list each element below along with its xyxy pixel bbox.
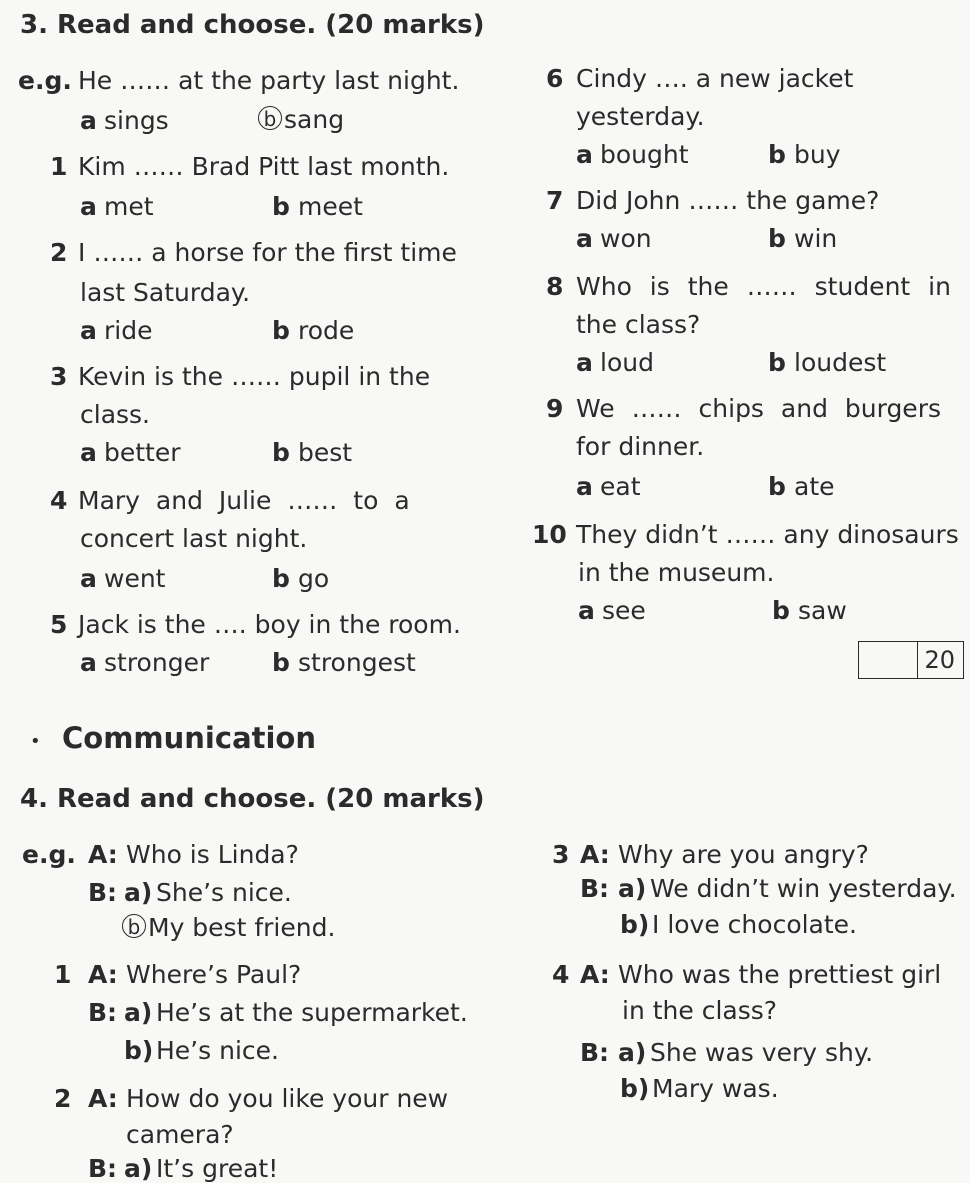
question-number: 1 [54, 960, 72, 989]
option-b-text: strongest [298, 648, 416, 677]
question-number: 4 [552, 960, 570, 989]
option-b-text: rode [298, 316, 355, 345]
option-b-text: buy [794, 140, 841, 169]
speaker-b: B: [88, 1154, 118, 1183]
option-b-letter: b [272, 192, 290, 221]
question-text-line2: camera? [126, 1120, 234, 1149]
question-stem-line1: Who is the …… student in [576, 272, 951, 301]
question-number: 8 [546, 272, 564, 301]
option-b-letter: b [272, 564, 290, 593]
option-a-letter: a [80, 316, 97, 345]
option-b-text: go [298, 564, 330, 593]
speaker-a: A: [88, 840, 118, 869]
option-b-letter: b) [620, 910, 650, 939]
question-number: 3 [50, 362, 68, 391]
option-b-letter: b [768, 348, 786, 377]
speaker-a: A: [580, 960, 610, 989]
question-stem-line2: yesterday. [576, 102, 705, 131]
speaker-b: B: [88, 878, 118, 907]
question-number: 1 [50, 152, 68, 181]
question-text-line1: Who was the prettiest girl [618, 960, 942, 989]
question-stem-line1: I …… a horse for the first time [78, 238, 457, 267]
option-b-letter: b [272, 648, 290, 677]
question-text-line2: in the class? [622, 996, 778, 1025]
question-number: 2 [54, 1084, 72, 1113]
option-a-text: We didn’t win yesterday. [650, 874, 957, 903]
option-a-text: She’s nice. [156, 878, 292, 907]
question-number: 2 [50, 238, 68, 267]
question-stem-line2: the class? [576, 310, 701, 339]
question-number: 10 [532, 520, 567, 549]
option-a-letter: a) [124, 878, 153, 907]
speaker-b: B: [580, 874, 610, 903]
speaker-a: A: [580, 840, 610, 869]
question-stem: Did John …… the game? [576, 186, 880, 215]
option-a-text: see [602, 596, 646, 625]
question-stem-line1: Mary and Julie …… to a [78, 486, 410, 515]
circled-answer-b: b [258, 106, 282, 130]
option-a-text: stronger [104, 648, 210, 677]
option-b-text: sang [284, 105, 345, 134]
option-a-text: He’s at the supermarket. [156, 998, 468, 1027]
communication-title: Communication [62, 721, 317, 755]
option-a-letter: a [80, 106, 97, 135]
option-b-text: I love chocolate. [652, 910, 858, 939]
question-stem-line2: in the museum. [578, 558, 775, 587]
option-b-text: He’s nice. [156, 1036, 279, 1065]
option-b-letter: b [768, 224, 786, 253]
option-a-letter: a [578, 596, 595, 625]
question-number: 6 [546, 64, 564, 93]
question-stem-line2: class. [80, 400, 151, 429]
option-a-text: She was very shy. [650, 1038, 874, 1067]
option-a-letter: a [576, 472, 593, 501]
example-label: e.g. [22, 840, 76, 869]
question-number: 3 [552, 840, 570, 869]
option-a-letter: a [576, 348, 593, 377]
question-stem-line2: last Saturday. [80, 278, 251, 307]
question-number: 4 [50, 486, 68, 515]
score-input-blank [859, 642, 918, 678]
option-b-text: meet [298, 192, 363, 221]
speaker-b: B: [88, 998, 118, 1027]
option-b-answer [122, 914, 335, 940]
option-b-text: best [298, 438, 353, 467]
option-a-text: loud [600, 348, 654, 377]
speaker-a: A: [88, 960, 118, 989]
option-a-letter: a [576, 140, 593, 169]
option-b-letter: b [272, 316, 290, 345]
section4-heading: 4. Read and choose. (20 marks) [20, 784, 485, 814]
score-box [858, 641, 964, 679]
option-b-text: saw [798, 596, 847, 625]
bullet-icon: • [30, 731, 41, 752]
option-a-text: better [104, 438, 181, 467]
option-a-letter: a [80, 438, 97, 467]
question-stem-line2: concert last night. [80, 524, 308, 553]
question-number: 5 [50, 610, 68, 639]
option-b-text: ate [794, 472, 835, 501]
option-a-text: bought [600, 140, 689, 169]
option-a-letter: a) [618, 874, 647, 903]
question-text-line1: How do you like your new [126, 1084, 449, 1113]
option-a-text: ride [104, 316, 153, 345]
option-a-letter: a [80, 648, 97, 677]
option-a-letter: a) [124, 1154, 153, 1183]
option-a-text: went [104, 564, 166, 593]
option-a-text: sings [104, 106, 169, 135]
option-a-text: eat [600, 472, 641, 501]
option-b-text: My best friend. [148, 913, 336, 942]
option-a-letter: a) [124, 998, 153, 1027]
speaker-a: A: [88, 1084, 118, 1113]
option-b-text: win [794, 224, 838, 253]
option-a-letter: a) [618, 1038, 647, 1067]
option-a-text: met [104, 192, 154, 221]
question-number: 7 [546, 186, 564, 215]
question-text: Why are you angry? [618, 840, 869, 869]
option-b-answer [258, 106, 344, 132]
option-a-letter: a [80, 192, 97, 221]
option-b-letter: b [768, 472, 786, 501]
option-a-text: won [600, 224, 652, 253]
circled-answer-b: b [122, 914, 146, 938]
question-stem-line1: They didn’t …… any dinosaurs [576, 520, 959, 549]
option-a-letter: a [576, 224, 593, 253]
question-stem-line1: Cindy …. a new jacket [576, 64, 854, 93]
question-number: 9 [546, 394, 564, 423]
option-b-text: Mary was. [652, 1074, 779, 1103]
option-b-letter: b [768, 140, 786, 169]
option-b-letter: b) [124, 1036, 154, 1065]
question-stem-line1: We …… chips and burgers [576, 394, 941, 423]
example-stem: He …… at the party last night. [78, 66, 460, 95]
score-total: 20 [924, 646, 955, 674]
option-a-letter: a [80, 564, 97, 593]
question-stem: Jack is the …. boy in the room. [78, 610, 461, 639]
speaker-b: B: [580, 1038, 610, 1067]
section3-heading: 3. Read and choose. (20 marks) [20, 10, 485, 40]
question-stem: Kim …… Brad Pitt last month. [78, 152, 450, 181]
option-b-letter: b [772, 596, 790, 625]
question-stem-line1: Kevin is the …… pupil in the [78, 362, 431, 391]
option-b-letter: b) [620, 1074, 650, 1103]
question-stem-line2: for dinner. [576, 432, 705, 461]
question-text: Who is Linda? [126, 840, 299, 869]
option-b-text: loudest [794, 348, 887, 377]
option-b-letter: b [272, 438, 290, 467]
example-label: e.g. [18, 66, 72, 95]
question-text: Where’s Paul? [126, 960, 302, 989]
option-a-text: It’s great! [156, 1154, 279, 1183]
